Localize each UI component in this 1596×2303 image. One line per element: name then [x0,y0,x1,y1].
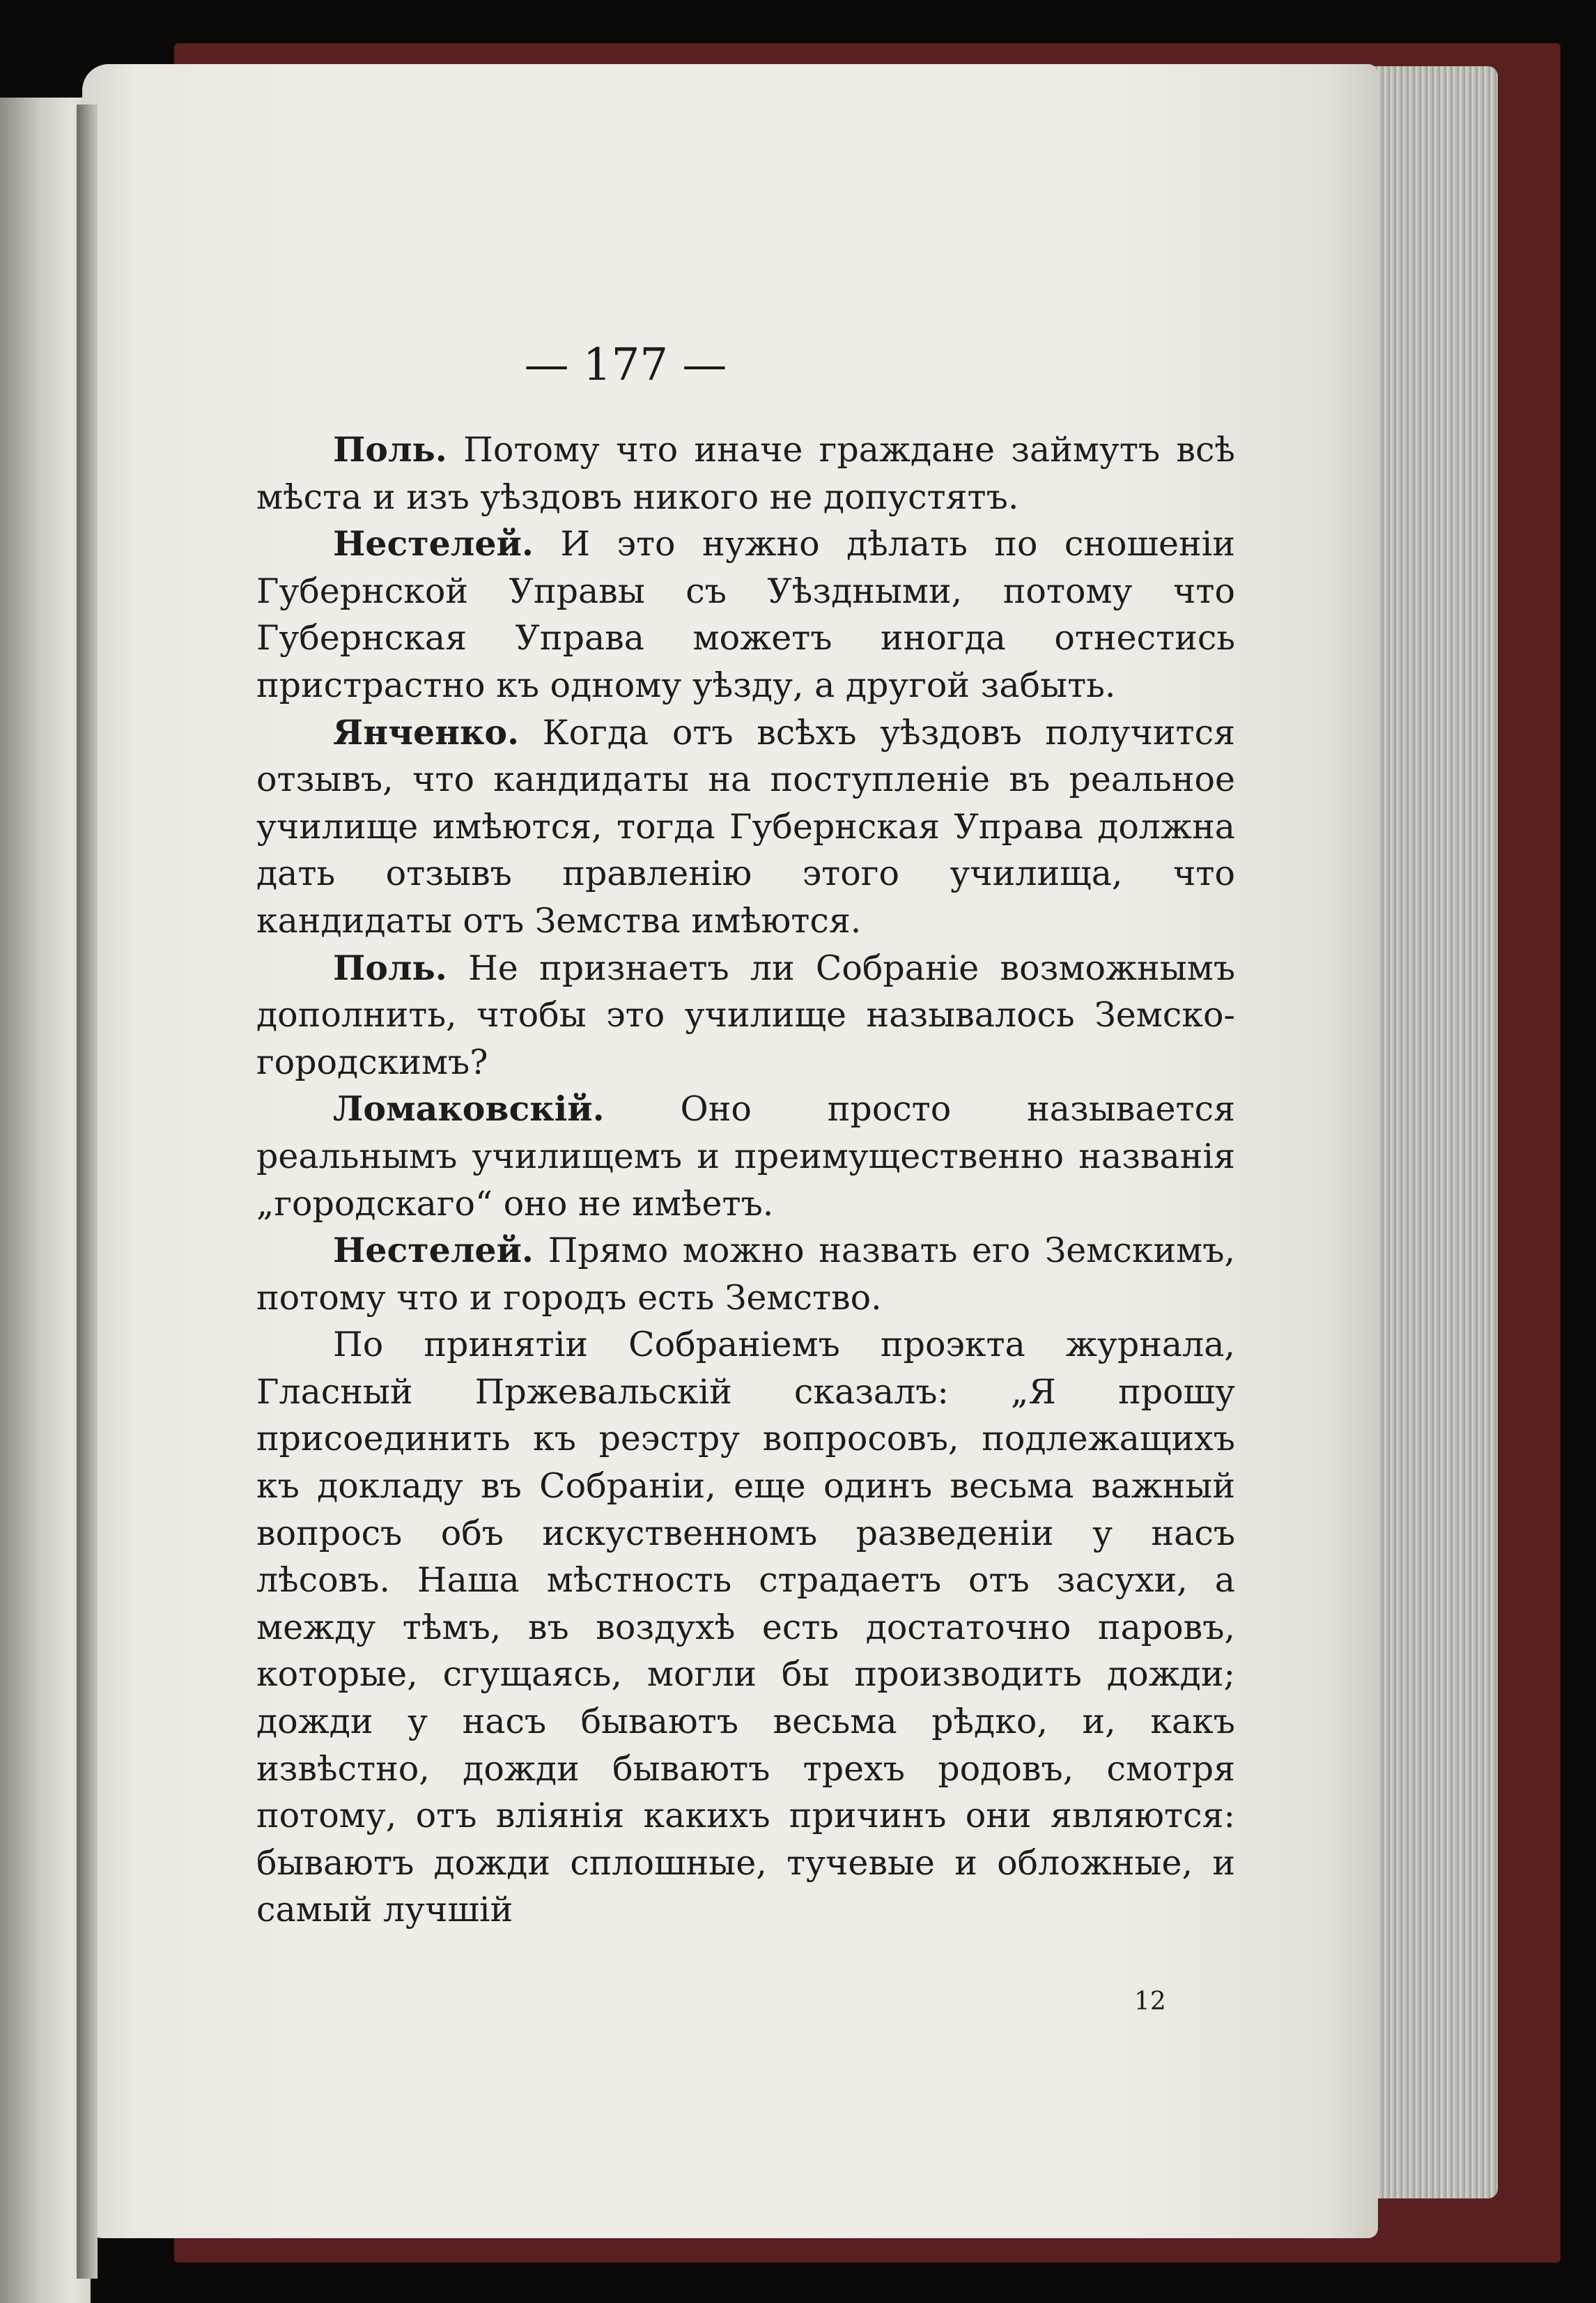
signature-mark: 12 [1134,1987,1166,2016]
paragraph-text: И это нужно дѣлать по сношеніи Губернской Управы съ Уѣздными, потому что Губернская Управа можетъ иногда отнестись пристрастно къ одному уѣзду, а другой забыть. [256,524,1235,705]
book-page [82,64,1378,2238]
page-text [256,426,1235,1934]
paragraph-text: Оно просто называется реальнымъ училищемъ и преимущественно названія „городскаго“ оно не имѣетъ. [256,1089,1235,1224]
page-block-edge [1362,66,1498,2198]
paragraph-text: Потому что иначе граждане займутъ всѣ мѣста и изъ уѣздовъ никого не допустятъ. [256,430,1235,517]
paragraph-text: По принятіи Собраніемъ проэкта журнала, Гласный Пржевальскій сказалъ: „Я прошу присоединить къ реэстру вопросовъ, подлежащихъ къ докладу въ Собраніи, еще одинъ весьма важный вопросъ объ искуственномъ разведеніи у насъ лѣсовъ. Наша мѣстность страдаетъ отъ засухи, а между тѣмъ, въ воздухѣ есть достаточно паровъ, которые, сгущаясь, могли бы производить дожди; дожди у насъ бываютъ весьма рѣдко, и, какъ извѣстно, дожди бываютъ трехъ родовъ, смотря потому, отъ вліянія какихъ причинъ они являются: бываютъ дожди сплошные, тучевые и обложные, и самый лучшій [256,1325,1235,1930]
speaker-name: Ломаковскій. [333,1088,605,1130]
speaker-name: Поль. [333,429,447,470]
paragraph-text: Прямо можно назвать его Земскимъ, потому что и городъ есть Земство. [256,1231,1235,1318]
binding-gutter [77,105,98,2279]
speaker-name: Янченко. [333,711,520,753]
paragraph [256,1227,1235,1321]
speaker-name: Поль. [333,947,447,988]
speaker-name: Нестелей. [333,1230,534,1271]
paragraph [256,1086,1235,1227]
paragraph [256,709,1235,945]
paragraph [256,521,1235,709]
paragraph [256,1321,1235,1934]
paragraph [256,426,1235,521]
paragraph [256,945,1235,1086]
paragraph-text: Не признаетъ ли Собраніе возможнымъ дополнить, чтобы это училище называлось Земско-городскимъ? [256,948,1235,1082]
paragraph-text: Когда отъ всѣхъ уѣздовъ получится отзывъ, что кандидаты на поступленіе въ реальное училище имѣются, тогда Губернская Управа должна дать отзывъ правленію этого училища, что кандидаты отъ Земства имѣются. [256,712,1235,941]
page-number: — 177 — [524,339,727,391]
speaker-name: Нестелей. [333,523,534,564]
